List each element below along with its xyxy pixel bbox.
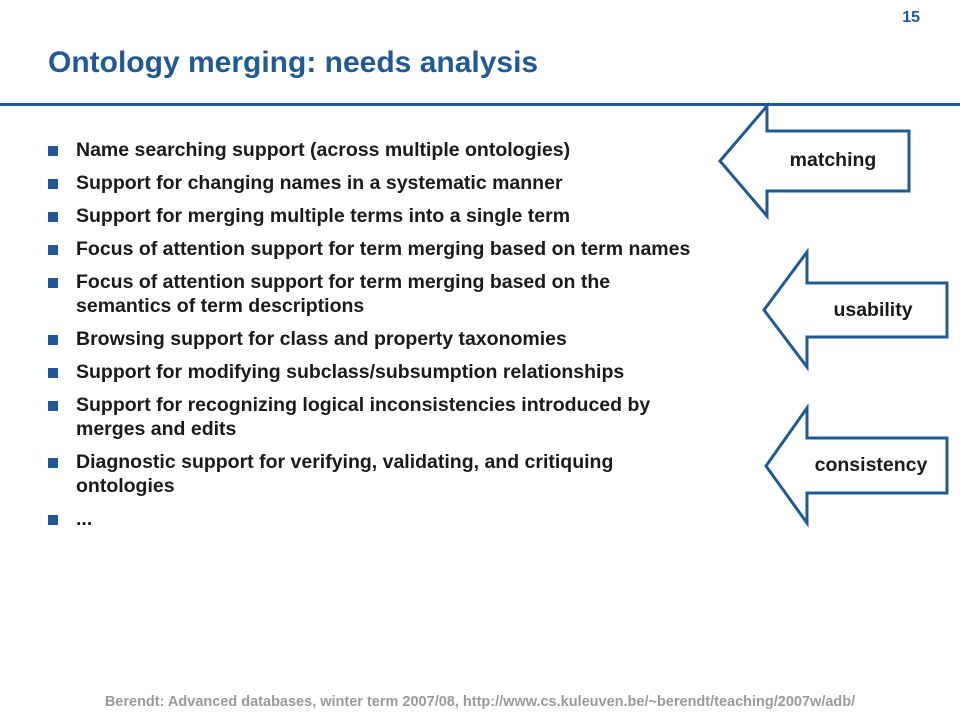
bullet-text: Support for merging multiple terms into a single term	[76, 205, 571, 227]
bullet-text: Browsing support for class and property taxonomies	[76, 328, 567, 350]
bullet-item	[48, 204, 690, 228]
callout-label: usability	[833, 299, 913, 321]
bullet-text: Name searching support (across multiple ontologies)	[76, 139, 571, 161]
bullet-list	[48, 138, 690, 540]
bullet-item	[48, 237, 690, 261]
bullet-text: ontologies	[76, 475, 175, 497]
bullet-text: Support for modifying subclass/subsumption relationships	[76, 361, 625, 383]
callout-consistency	[764, 406, 950, 526]
footer: Berendt: Advanced databases, winter term 2007/08, http://www.cs.kuleuven.be/~berendt/teaching/2007w/adb/	[104, 694, 856, 710]
bullet-text: Focus of attention support for term merging based on term names	[76, 238, 691, 260]
bullet-text: semantics of term descriptions	[76, 295, 365, 317]
page-number: 15	[902, 9, 920, 26]
bullet-text: merges and edits	[76, 418, 237, 440]
bullet-item	[48, 507, 690, 531]
callout-label: matching	[789, 149, 877, 171]
bullet-text: ...	[76, 508, 93, 530]
callout-usability	[762, 250, 950, 370]
slide-title: Ontology merging: needs analysis	[48, 46, 539, 79]
bullet-item	[48, 450, 690, 498]
bullet-item	[48, 138, 690, 162]
bullet-item	[48, 393, 690, 441]
bullet-item	[48, 270, 690, 318]
bullet-text: Focus of attention support for term merging based on the	[76, 271, 611, 293]
callout-matching	[718, 104, 912, 218]
bullet-text: Support for changing names in a systematic manner	[76, 172, 563, 194]
bullet-item	[48, 360, 690, 384]
bullet-text: Support for recognizing logical inconsistencies introduced by	[76, 394, 651, 416]
bullet-text: Diagnostic support for verifying, validating, and critiquing	[76, 451, 614, 473]
bullet-item	[48, 327, 690, 351]
callout-label: consistency	[814, 454, 928, 476]
bullet-item	[48, 171, 690, 195]
